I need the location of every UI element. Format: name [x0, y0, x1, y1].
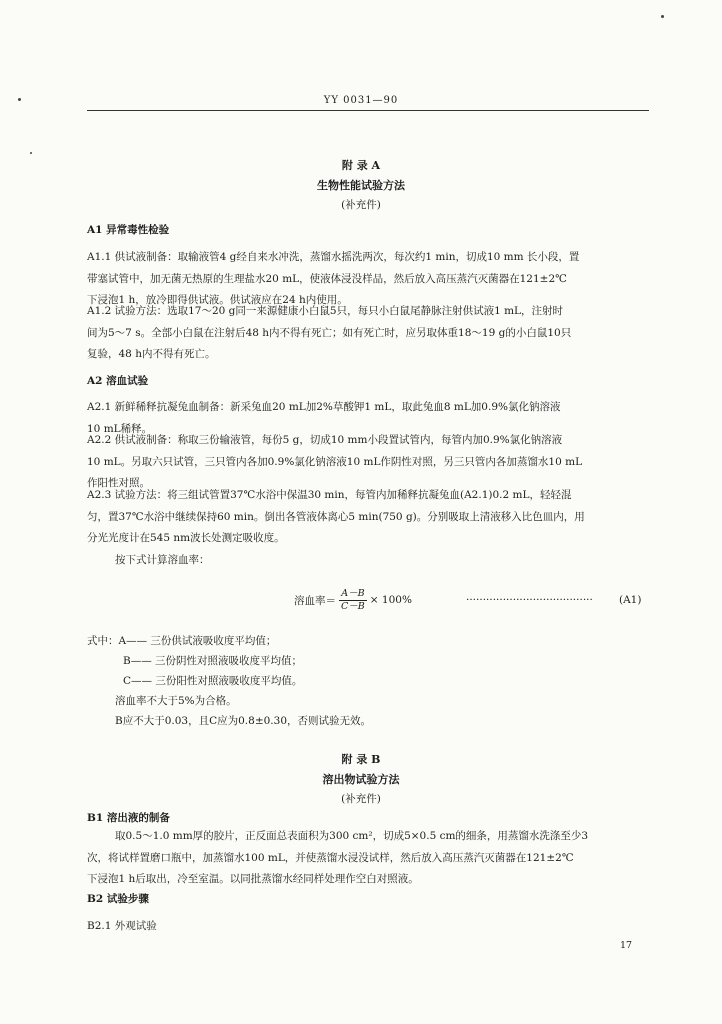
- formula-leader-dots: ······································: [466, 594, 593, 606]
- header-rule: [87, 110, 649, 111]
- text-line: A2.3 试验方法：将三组试管置37℃水浴中保温30 min，每管内加稀释抗凝兔血(A2.1)0.2 mL，轻轻混: [87, 489, 572, 501]
- equation-number: (A1): [619, 594, 642, 606]
- formula-lhs: 溶血率＝: [294, 594, 336, 607]
- validity-condition: B应不大于0.03，且C应为0.8±0.30，否则试验无效。: [115, 715, 372, 727]
- text-line: 分光光度计在545 nm波长处测定吸收度。: [87, 532, 285, 544]
- paragraph-b1-1: [87, 826, 647, 891]
- text-line: 10 mL。另取六只试管，三只管内各加0.9%氯化钠溶液10 mL作阴性对照，另三只管内各加蒸馏水10 mL: [87, 455, 583, 468]
- formula-numerator: A－B: [341, 587, 365, 599]
- text-line: 间为5～7 s。全部小白鼠在注射后48 h内不得有死亡；如有死亡时，应另取体重18～19 g的小白鼠10只: [87, 326, 572, 339]
- text-line: 次，将试样置磨口瓶中，加蒸馏水100 mL，并使蒸馏水浸没试样，然后放入高压蒸汽灭菌器在121±2℃: [87, 851, 574, 864]
- scan-speck: [30, 152, 32, 154]
- section-b2-heading: B2 试验步骤: [87, 893, 149, 905]
- appendix-a-subtitle: (补充件): [341, 199, 381, 211]
- appendix-b-subtitle: (补充件): [341, 793, 381, 805]
- legend-c: C—— 三份阳性对照液吸收度平均值。: [123, 675, 303, 687]
- legend-a: 式中：A—— 三份供试液吸收度平均值；: [87, 635, 277, 647]
- text-line: 带塞试管中，加无菌无热原的生理盐水20 mL，使液体浸没样品，然后放入高压蒸汽灭菌器在121±2℃: [87, 272, 567, 285]
- standard-number: YY 0031—90: [323, 95, 399, 106]
- section-b1-heading: B1 溶出液的制备: [87, 812, 170, 824]
- text-line: 10 mL稀释。: [87, 422, 153, 435]
- formula-fraction: [339, 588, 367, 613]
- text-line: A2.1 新鲜稀释抗凝兔血制备：新采兔血20 mL加2%草酸钾1 mL，取此兔血8 mL加0.9%氯化钠溶液: [87, 401, 561, 413]
- text-line: 匀，置37℃水浴中继续保持60 min。倒出各管液体离心5 min(750 g)。分别吸取上清液移入比色皿内，用: [87, 510, 585, 523]
- appendix-b-label: 附 录 B: [341, 753, 381, 766]
- legend-b: B—— 三份阴性对照液吸收度平均值；: [123, 655, 303, 667]
- formula-rhs: × 100%: [369, 594, 412, 606]
- paragraph-a2-3: [87, 485, 647, 550]
- text-line: 作阳性对照。: [87, 477, 150, 489]
- scan-speck: [661, 15, 664, 18]
- text-line: 下浸泡1 h后取出，冷至室温。以同批蒸馏水经同样处理作空白对照液。: [87, 873, 419, 885]
- acceptance-criterion: 溶血率不大于5%为合格。: [115, 695, 237, 707]
- formula-denominator: C－B: [341, 600, 365, 612]
- section-b21-heading: B2.1 外观试验: [87, 920, 157, 932]
- text-line: A1.2 试验方法：选取17～20 g同一来源健康小白鼠5只，每只小白鼠尾静脉注射供试液1 mL，注射时: [87, 305, 564, 317]
- hemolysis-formula: [294, 586, 412, 614]
- appendix-a-title: 生物性能试验方法: [317, 179, 405, 192]
- text-line: A1.1 供试液制备：取输液管4 g经自来水冲洗，蒸馏水摇洗两次，每次约1 min，切成10 mm 长小段，置: [87, 251, 580, 263]
- text-line: 取0.5～1.0 mm厚的胶片，正反面总表面积为300 cm²，切成5×0.5 cm的细条，用蒸馏水洗涤至少3: [115, 830, 589, 842]
- section-a2-heading: A2 溶血试验: [87, 375, 149, 387]
- appendix-a-label: 附 录 A: [341, 159, 381, 172]
- text-line: A2.2 供试液制备：称取三份输液管，每份5 g，切成10 mm小段置试管内，每管内加0.9%氯化钠溶液: [87, 434, 563, 446]
- page-number: 17: [620, 940, 633, 951]
- text-line: 下浸泡1 h，放冷即得供试液。供试液应在24 h内使用。: [87, 294, 348, 306]
- paragraph-a1-2: [87, 301, 647, 366]
- formula-intro: 按下式计算溶血率：: [115, 554, 210, 566]
- section-a1-heading: A1 异常毒性检验: [87, 224, 170, 236]
- text-line: 复验，48 h内不得有死亡。: [87, 348, 216, 360]
- appendix-b-title: 溶出物试验方法: [322, 773, 400, 786]
